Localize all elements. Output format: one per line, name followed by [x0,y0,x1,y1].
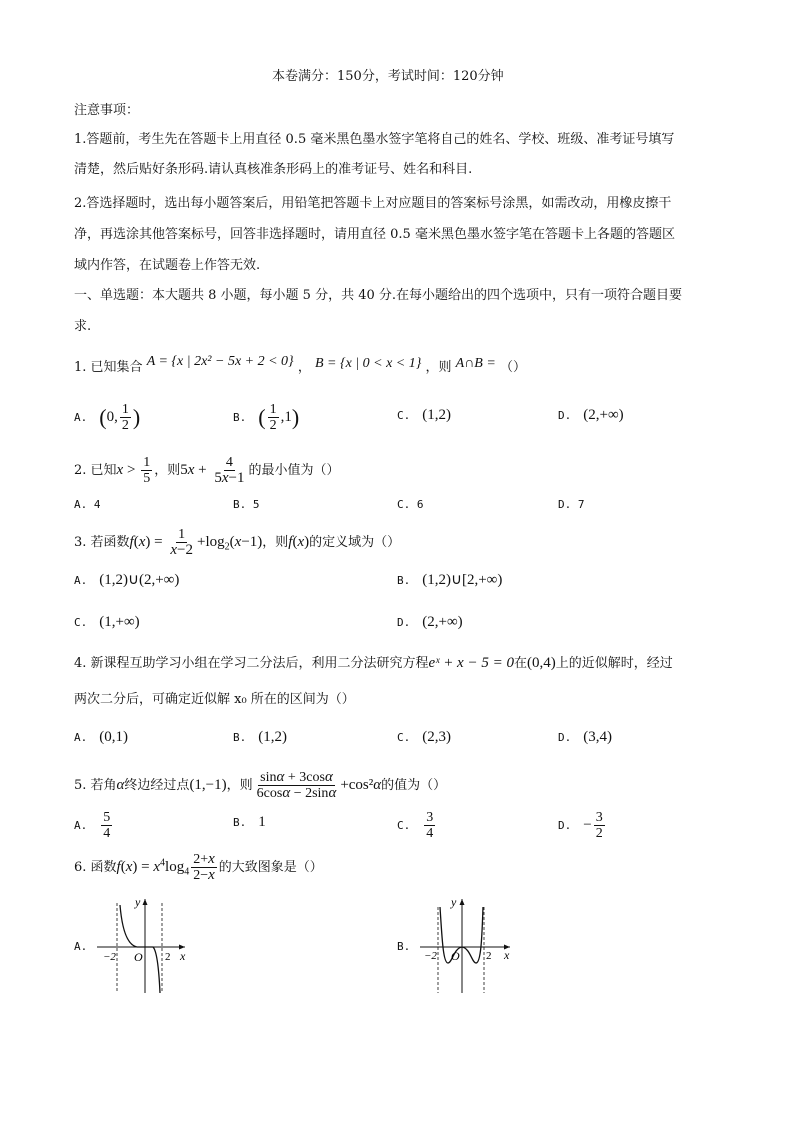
q1-option-a[interactable]: A. (0, $\frac{1}{2}$ ) [74,402,141,433]
svg-text:O: O [451,949,460,963]
notice-1-line2: 清楚，然后贴好条形码.请认真核准条形码上的准考证号、姓名和科目. [74,162,473,177]
q6-graph-b[interactable] [418,893,518,997]
q1-set-b: B = {x | 0 < x < 1} [314,356,422,371]
svg-text:x: x [180,949,186,963]
q4-option-a[interactable]: A. (0,1) [74,729,128,745]
q5-option-c[interactable]: C. $\frac{3}{4}$ [397,810,434,841]
q2-option-c[interactable]: C. 6 [397,498,424,511]
q1-set-a: A = {x | 2x² − 5x + 2 < 0} [146,354,294,369]
q6-graph-a[interactable] [93,893,193,997]
q1-option-c[interactable]: C. (1,2) [397,407,451,423]
q4-option-d[interactable]: D. (3,4) [558,729,612,745]
q3-option-d[interactable]: D. (2,+∞) [397,614,463,630]
svg-text:x: x [504,948,510,962]
notice-title: 注意事项： [74,103,140,118]
svg-text:2: 2 [486,950,492,962]
q6-option-a-label[interactable]: A. [74,940,88,953]
q5-option-a[interactable]: A. $\frac{5}{4}$ [74,810,111,841]
notice-2-line3: 域内作答，在试题卷上作答无效. [74,258,261,273]
curve-b-right [462,907,483,963]
q3-option-a[interactable]: A. (1,2)∪(2,+∞) [74,572,180,588]
curve-a [120,905,160,993]
notice-2-line2: 净，再选涂其他答案标号，回答非选择题时，请用直径 0.5 毫米黑色墨水签字笔在答题卡上各题的答题区 [74,227,675,242]
q6-stem: 6. 函数$f(x) = x^4\log_4$ $\frac{2+x}{2-x}$ 的大致图象是（） [74,851,323,883]
q1-option-b[interactable]: B. ( $\frac{1}{2}$ ,1) [233,402,300,433]
q1-stem: 1. 已知集合 A = {x | 2x² − 5x + 2 < 0} ， B = {x | 0 < x < 1} ，则 A∩B = （） [74,354,526,375]
q6-option-b-label[interactable]: B. [397,940,411,953]
q4-stem-line2: 两次二分后，可确定近似解 x₀ 所在的区间为（） [74,692,355,707]
section-heading-line2: 求. [74,319,92,334]
q5-stem: 5. 若角α终边经过点(1,−1)，则 $\frac{\sin\alpha + 3\cos\alpha}{6\cos\alpha - 2\sin\alpha}$ +cos²α的值为（） [74,769,447,801]
svg-text:O: O [134,950,143,964]
q5-option-b[interactable]: B. 1 [233,814,266,830]
q2-stem: 2. 已知x > $\frac{1}{5}$ ，则5x + $\frac{4}{5x-1}$ 的最小值为（） [74,455,340,486]
notice-2-line1: 2.答选择题时，选出每小题答案后，用铅笔把答题卡上对应题目的答案标号涂黑，如需改动，用橡皮擦干 [74,196,672,211]
q1-option-d[interactable]: D. (2,+∞) [558,407,624,423]
q5-option-d[interactable]: D. − $\frac{3}{2}$ [558,810,603,841]
svg-text:−2: −2 [424,950,437,962]
q4-option-c[interactable]: C. (2,3) [397,729,451,745]
q2-option-b[interactable]: B. 5 [233,498,260,511]
exam-header: 本卷满分：150分，考试时间：120分钟 [272,69,504,84]
q4-stem-line1: 4. 新课程互助学习小组在学习二分法后，利用二分法研究方程eˣ + x − 5 = 0在(0,4)上的近似解时，经过 [74,655,673,671]
notice-1-line1: 1.答题前，考生先在答题卡上用直径 0.5 毫米黑色墨水签字笔将自己的姓名、学校、班级、准考证号填写 [74,132,675,147]
section-heading-line1: 一、单选题：本大题共 8 小题，每小题 5 分，共 40 分.在每小题给出的四个选项中，只有一项符合题目要 [74,288,683,303]
q1-intersection: A∩B = [455,356,496,371]
svg-text:2: 2 [165,951,171,963]
q2-option-d[interactable]: D. 7 [558,498,585,511]
svg-text:y: y [451,895,457,909]
svg-text:y: y [135,895,141,909]
svg-text:−2: −2 [103,951,116,963]
q2-option-a[interactable]: A. 4 [74,498,101,511]
q3-option-b[interactable]: B. (1,2)∪[2,+∞) [397,572,503,588]
q3-option-c[interactable]: C. (1,+∞) [74,614,140,630]
q4-option-b[interactable]: B. (1,2) [233,729,287,745]
q3-stem: 3. 若函数f(x) = $\frac{1}{x-2}$ $+\log_2(x-1)$，则f(x)的定义域为（） [74,527,401,558]
